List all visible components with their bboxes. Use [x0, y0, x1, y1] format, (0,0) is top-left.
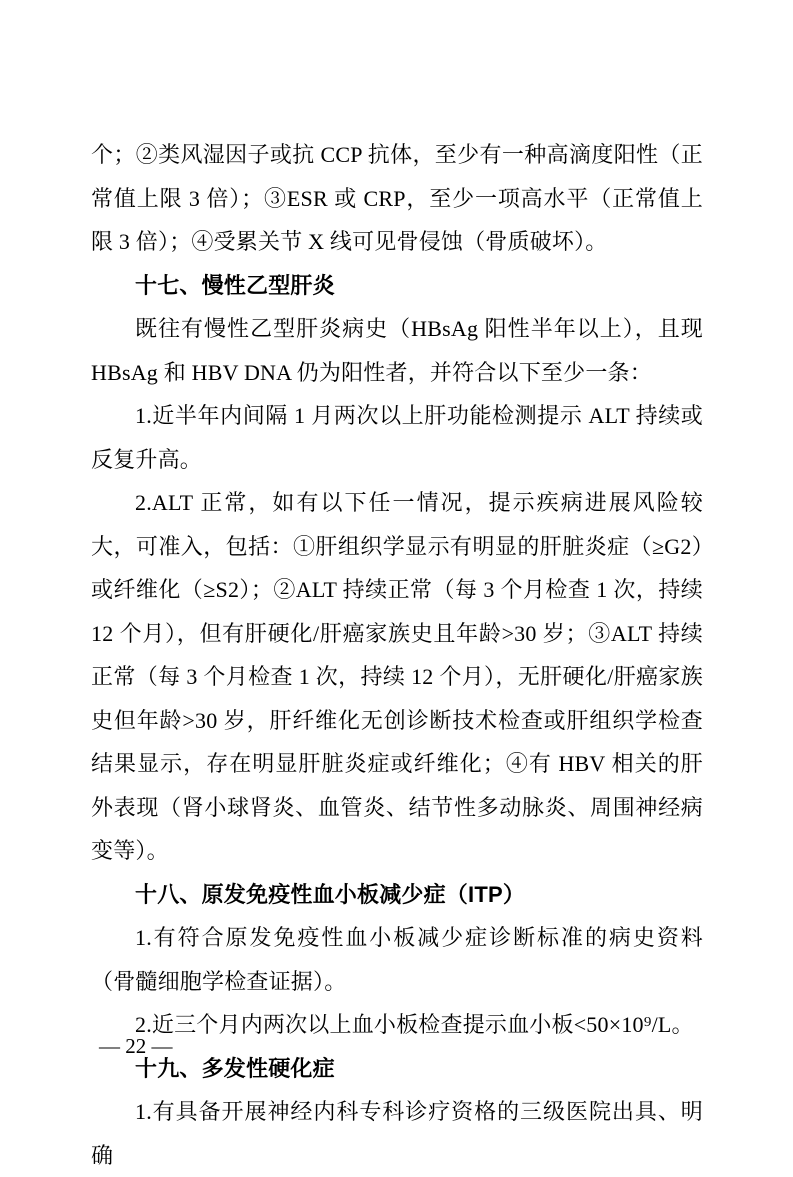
paragraph-hepatitis-item-2: 2.ALT 正常，如有以下任一情况，提示疾病进展风险较大，可准入，包括：①肝组织学显示有明显的肝脏炎症（≥G2）或纤维化（≥S2）；②ALT 持续正常（每 3 个月检查 1 次，持续 12 个月），但有肝硬化/肝癌家族史且年龄>30 岁；③ALT 持续正常（每 3 个月检查 1 次，持续 12 个月），无肝硬化/肝癌家族史但年龄>30 岁，肝纤维化无创诊断技术检查或肝组织学检查结果显示，存在明显肝脏炎症或纤维化；④有 HBV 相关的肝外表现（肾小球肾炎、血管炎、结节性多动脉炎、周围神经病变等）。: [91, 490, 703, 863]
paragraph-hepatitis-item-1: 1.近半年内间隔 1 月两次以上肝功能检测提示 ALT 持续或反复升高。: [91, 403, 703, 472]
section-heading-18-itp: 十八、原发免疫性血小板减少症（ITP）: [135, 881, 526, 907]
paragraph-itp-item-1: 1.有符合原发免疫性血小板减少症诊断标准的病史资料（骨髓细胞学检查证据）。: [91, 925, 703, 994]
page-footer: [99, 1031, 173, 1061]
page-number: — 22 —: [99, 1034, 173, 1058]
paragraph-continuation: 个；②类风湿因子或抗 CCP 抗体，至少有一种高滴度阳性（正常值上限 3 倍）；③ESR 或 CRP，至少一项高水平（正常值上限 3 倍）；④受累关节 X 线可见骨侵蚀（骨质破坏）。: [91, 142, 703, 254]
page-content: [91, 133, 703, 1177]
section-heading-19-multiple-sclerosis: 十九、多发性硬化症: [135, 1055, 335, 1081]
paragraph-hepatitis-intro: 既往有慢性乙型肝炎病史（HBsAg 阳性半年以上），且现 HBsAg 和 HBV DNA 仍为阳性者，并符合以下至少一条：: [91, 316, 703, 385]
paragraph-itp-item-2: 2.近三个月内两次以上血小板检查提示血小板<50×10⁹/L。: [135, 1012, 694, 1037]
paragraph-ms-item-1: 1.有具备开展神经内科专科诊疗资格的三级医院出具、明确: [91, 1099, 703, 1168]
section-heading-17-chronic-hepatitis-b: 十七、慢性乙型肝炎: [135, 272, 335, 298]
